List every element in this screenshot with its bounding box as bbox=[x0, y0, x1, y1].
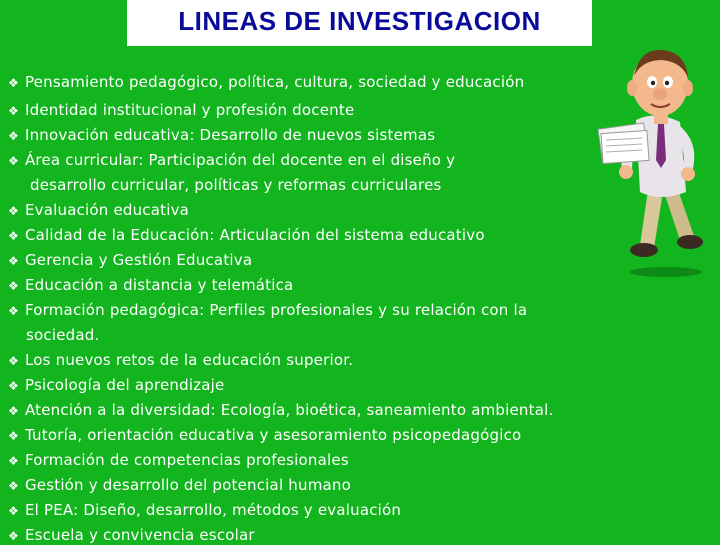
list-item-text: El PEA: Diseño, desarrollo, métodos y evaluación bbox=[24, 501, 402, 519]
list-item bbox=[8, 73, 524, 92]
bullet-diamond-icon: ❖ bbox=[8, 254, 19, 268]
list-item bbox=[8, 226, 485, 245]
list-item-text: Pensamiento pedagógico, política, cultura, sociedad y educación bbox=[24, 73, 525, 91]
list-item bbox=[8, 451, 349, 470]
list-item bbox=[8, 426, 521, 445]
cartoon-man-with-papers bbox=[596, 40, 716, 280]
bullet-diamond-icon: ❖ bbox=[8, 404, 19, 418]
list-item bbox=[8, 401, 553, 420]
list-item-continuation: desarrollo curricular, políticas y reformas curriculares bbox=[30, 176, 442, 194]
bullet-diamond-icon: ❖ bbox=[8, 529, 19, 543]
bullet-diamond-icon: ❖ bbox=[8, 454, 19, 468]
list-item-text: Innovación educativa: Desarrollo de nuevos sistemas bbox=[24, 126, 436, 144]
list-item bbox=[8, 376, 224, 395]
bullet-diamond-icon: ❖ bbox=[8, 304, 19, 318]
list-item-text: Identidad institucional y profesión docente bbox=[24, 101, 355, 119]
slide-title: LINEAS DE INVESTIGACION bbox=[178, 6, 541, 36]
list-item-text: Los nuevos retos de la educación superior. bbox=[24, 351, 354, 369]
bullet-diamond-icon: ❖ bbox=[8, 204, 19, 218]
bullet-diamond-icon: ❖ bbox=[8, 504, 19, 518]
list-item-text: Formación pedagógica: Perfiles profesionales y su relación con la bbox=[24, 301, 528, 319]
list-item-continuation: sociedad. bbox=[26, 326, 100, 344]
list-item-text: Tutoría, orientación educativa y asesoramiento psicopedagógico bbox=[24, 426, 522, 444]
bullet-diamond-icon: ❖ bbox=[8, 429, 19, 443]
bullet-diamond-icon: ❖ bbox=[8, 129, 19, 143]
list-item-text: Atención a la diversidad: Ecología, bioética, saneamiento ambiental. bbox=[24, 401, 554, 419]
bullet-diamond-icon: ❖ bbox=[8, 379, 19, 393]
list-item bbox=[8, 526, 255, 545]
bullet-diamond-icon: ❖ bbox=[8, 354, 19, 368]
list-item-text: Educación a distancia y telemática bbox=[24, 276, 294, 294]
bullet-diamond-icon: ❖ bbox=[8, 76, 19, 90]
list-item bbox=[8, 276, 293, 295]
list-item bbox=[8, 501, 401, 520]
list-item-text: Calidad de la Educación: Articulación del sistema educativo bbox=[24, 226, 485, 244]
list-item bbox=[8, 126, 435, 145]
list-item bbox=[8, 351, 353, 370]
bullet-diamond-icon: ❖ bbox=[8, 479, 19, 493]
list-item bbox=[8, 476, 351, 495]
list-item bbox=[8, 251, 252, 270]
list-item-text: Evaluación educativa bbox=[24, 201, 190, 219]
list-item-text: Psicología del aprendizaje bbox=[24, 376, 225, 394]
list-item-text: Área curricular: Participación del docente en el diseño y bbox=[24, 151, 456, 169]
list-item bbox=[8, 101, 354, 120]
bullet-diamond-icon: ❖ bbox=[8, 154, 19, 168]
list-item-text: Formación de competencias profesionales bbox=[24, 451, 349, 469]
list-item bbox=[8, 201, 189, 220]
list-item bbox=[8, 301, 527, 320]
papers-icon bbox=[598, 123, 649, 164]
list-item bbox=[8, 151, 455, 170]
list-item-text: Gestión y desarrollo del potencial humano bbox=[24, 476, 351, 494]
bullet-diamond-icon: ❖ bbox=[8, 104, 19, 118]
list-item-text: Escuela y convivencia escolar bbox=[24, 526, 255, 544]
bullet-diamond-icon: ❖ bbox=[8, 279, 19, 293]
bullet-diamond-icon: ❖ bbox=[8, 229, 19, 243]
list-item-text: Gerencia y Gestión Educativa bbox=[24, 251, 253, 269]
